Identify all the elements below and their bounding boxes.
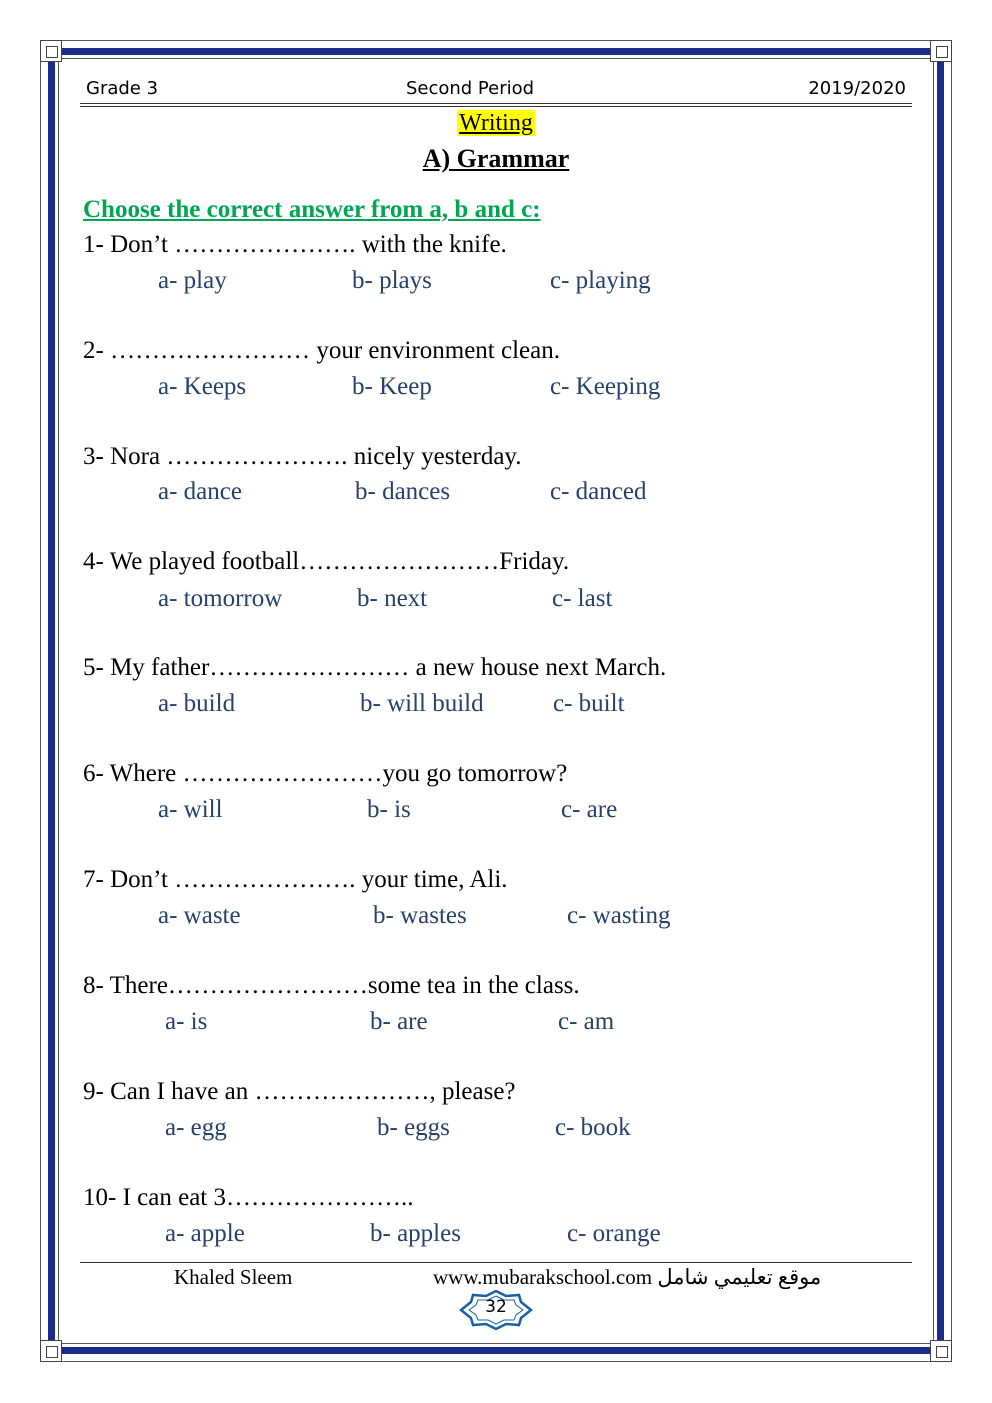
question-3: 3- Nora …………………. nicely yesterday.: [83, 443, 522, 470]
option-7b: b- wastes: [373, 902, 467, 929]
option-7a: a- waste: [158, 902, 241, 929]
option-6b: b- is: [367, 796, 411, 823]
option-4b: b- next: [357, 585, 428, 612]
option-6c: c- are: [561, 796, 618, 823]
footer-author: Khaled Sleem: [174, 1265, 293, 1289]
question-6: 6- Where ……………………you go tomorrow?: [83, 760, 568, 787]
question-1: 1- Don’t …………………. with the knife.: [83, 231, 507, 258]
page-number: 32: [485, 1297, 507, 1317]
frame-corner-bottom-left: [40, 1340, 62, 1362]
header-year: 2019/2020: [808, 78, 906, 99]
question-5: 5- My father…………………… a new house next March.: [83, 654, 667, 681]
option-9a: a- egg: [165, 1114, 227, 1141]
option-1a: a- play: [158, 267, 227, 294]
option-2c: c- Keeping: [550, 373, 661, 400]
option-9b: b- eggs: [377, 1114, 450, 1141]
section-label: Writing: [459, 110, 533, 136]
frame-corner-top-left: [40, 40, 62, 62]
option-7c: c- wasting: [567, 902, 671, 929]
question-9: 9- Can I have an …………………, please?: [83, 1078, 516, 1105]
option-2b: b- Keep: [352, 373, 432, 400]
option-9c: c- book: [555, 1114, 631, 1141]
option-4a: a- tomorrow: [158, 585, 283, 612]
option-5b: b- will build: [360, 690, 484, 717]
option-10c: c- orange: [567, 1220, 661, 1247]
option-1b: b- plays: [352, 267, 432, 294]
section-title: A) Grammar: [422, 144, 570, 173]
frame-corner-bottom-right: [930, 1340, 952, 1362]
question-8: 8- There……………………some tea in the class.: [83, 972, 580, 999]
option-10b: b- apples: [370, 1220, 461, 1247]
header-period: Second Period: [405, 78, 535, 99]
option-6a: a- will: [158, 796, 223, 823]
option-3a: a- dance: [158, 478, 242, 505]
question-10: 10- I can eat 3…………………..: [83, 1184, 414, 1211]
option-8b: b- are: [370, 1008, 428, 1035]
footer-website: www.mubarakschool.com موقع تعليمي شامل: [433, 1265, 822, 1289]
option-3c: c- danced: [550, 478, 647, 505]
header-grade: Grade 3: [86, 78, 159, 99]
option-2a: a- Keeps: [158, 373, 247, 400]
question-2: 2- …………………… your environment clean.: [83, 337, 560, 364]
option-3b: b- dances: [355, 478, 451, 505]
header-divider-double: [80, 106, 912, 107]
option-1c: c- playing: [550, 267, 651, 294]
footer-divider: [80, 1262, 912, 1263]
instruction: Choose the correct answer from a, b and c:: [83, 196, 541, 223]
question-4: 4- We played football……………………Friday.: [83, 548, 570, 575]
option-8a: a- is: [165, 1008, 208, 1035]
option-5c: c- built: [553, 690, 625, 717]
option-8c: c- am: [558, 1008, 615, 1035]
frame-corner-top-right: [930, 40, 952, 62]
option-5a: a- build: [158, 690, 236, 717]
question-7: 7- Don’t …………………. your time, Ali.: [83, 866, 508, 893]
option-4c: c- last: [552, 585, 613, 612]
option-10a: a- apple: [165, 1220, 245, 1247]
header-divider: [80, 103, 912, 104]
